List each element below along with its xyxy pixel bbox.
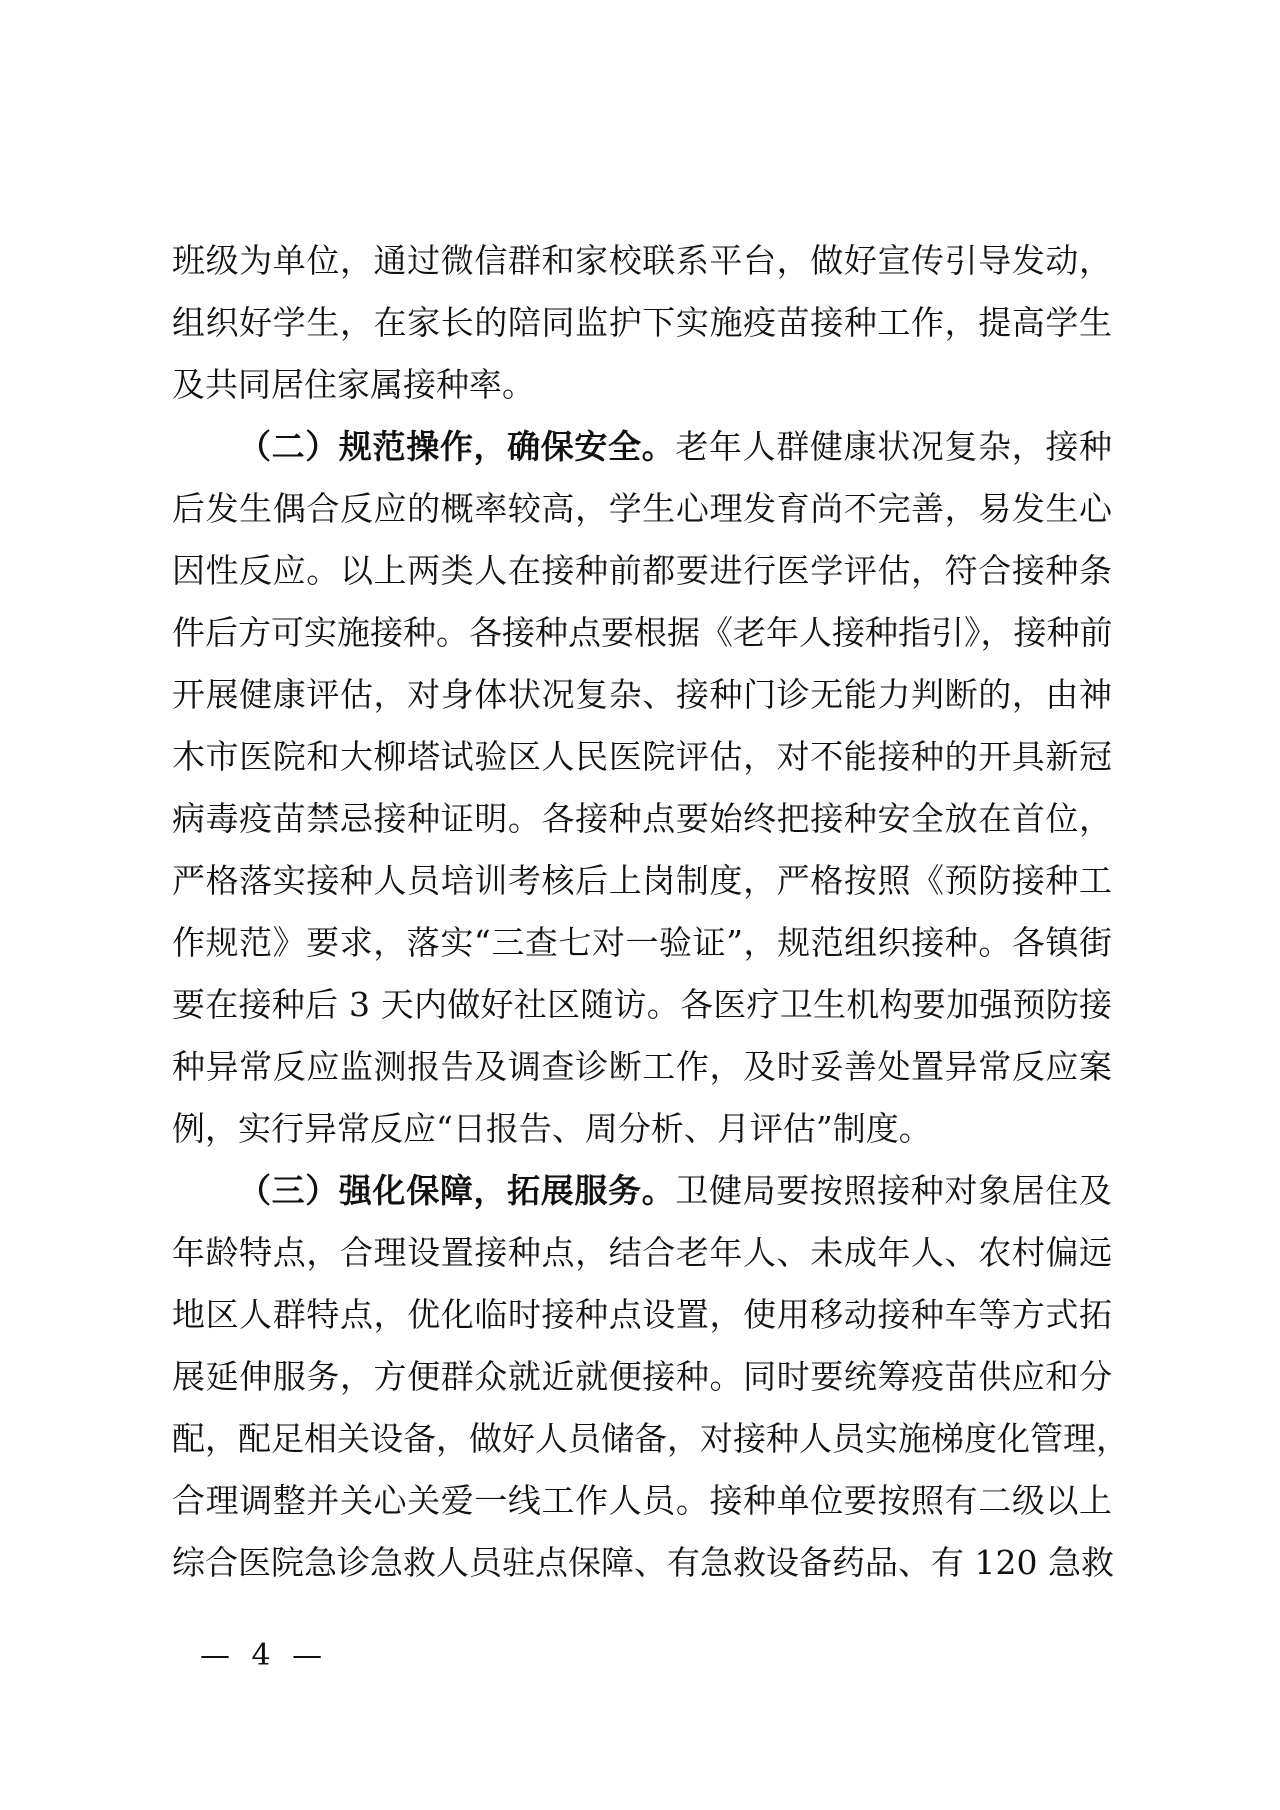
text-line: 因性反应。以上两类人在接种前都要进行医学评估，符合接种条 (172, 551, 1112, 590)
text-line: 地区人群特点，优化临时接种点设置，使用移动接种车等方式拓 (172, 1295, 1112, 1334)
text-line: 病毒疫苗禁忌接种证明。各接种点要始终把接种安全放在首位， (172, 799, 1112, 838)
text-line: 后发生偶合反应的概率较高，学生心理发育尚不完善，易发生心 (172, 489, 1112, 528)
text-run: 老年人群健康状况复杂，接种 (675, 427, 1113, 466)
text-line: 木市医院和大柳塔试验区人民医院评估，对不能接种的开具新冠 (172, 737, 1112, 776)
text-line: 组织好学生，在家长的陪同监护下实施疫苗接种工作，提高学生 (172, 303, 1112, 342)
text-line: 件后方可实施接种。各接种点要根据《老年人接种指引》，接种前 (172, 613, 1113, 652)
text-line: 例，实行异常反应“日报告、周分析、月评估”制度。 (172, 1109, 932, 1148)
text-line: 综合医院急诊急救人员驻点保障、有急救设备药品、有 120 急救 (172, 1543, 1114, 1582)
text-line: 作规范》要求，落实“三查七对一验证”，规范组织接种。各镇街 (172, 923, 1112, 962)
text-line: 开展健康评估，对身体状况复杂、接种门诊无能力判断的，由神 (172, 675, 1112, 714)
text-line: 展延伸服务，方便群众就近就便接种。同时要统筹疫苗供应和分 (172, 1357, 1112, 1396)
text-line: 合理调整并关心关爱一线工作人员。接种单位要按照有二级以上 (172, 1481, 1112, 1520)
text-line: 及共同居住家属接种率。 (172, 365, 535, 404)
text-line: 种异常反应监测报告及调查诊断工作，及时妥善处置异常反应案 (172, 1047, 1112, 1086)
section-heading: （二）规范操作，确保安全。 (238, 427, 676, 466)
text-line: 班级为单位，通过微信群和家校联系平台，做好宣传引导发动， (172, 241, 1112, 280)
section-heading: （三）强化保障，拓展服务。 (238, 1171, 676, 1210)
section-heading-line (172, 416, 1112, 478)
page-number: — 4 — (200, 1638, 329, 1673)
text-line: 严格落实接种人员培训考核后上岗制度，严格按照《预防接种工 (172, 861, 1112, 900)
text-line: 配，配足相关设备，做好人员储备，对接种人员实施梯度化管理， (172, 1419, 1129, 1458)
text-line: 年龄特点，合理设置接种点，结合老年人、未成年人、农村偏远 (172, 1233, 1112, 1272)
text-run: 卫健局要按照接种对象居住及 (675, 1171, 1113, 1210)
text-line: 要在接种后 3 天内做好社区随访。各医疗卫生机构要加强预防接 (172, 985, 1112, 1024)
document-body (172, 230, 1129, 1594)
section-heading-line (172, 1160, 1112, 1222)
